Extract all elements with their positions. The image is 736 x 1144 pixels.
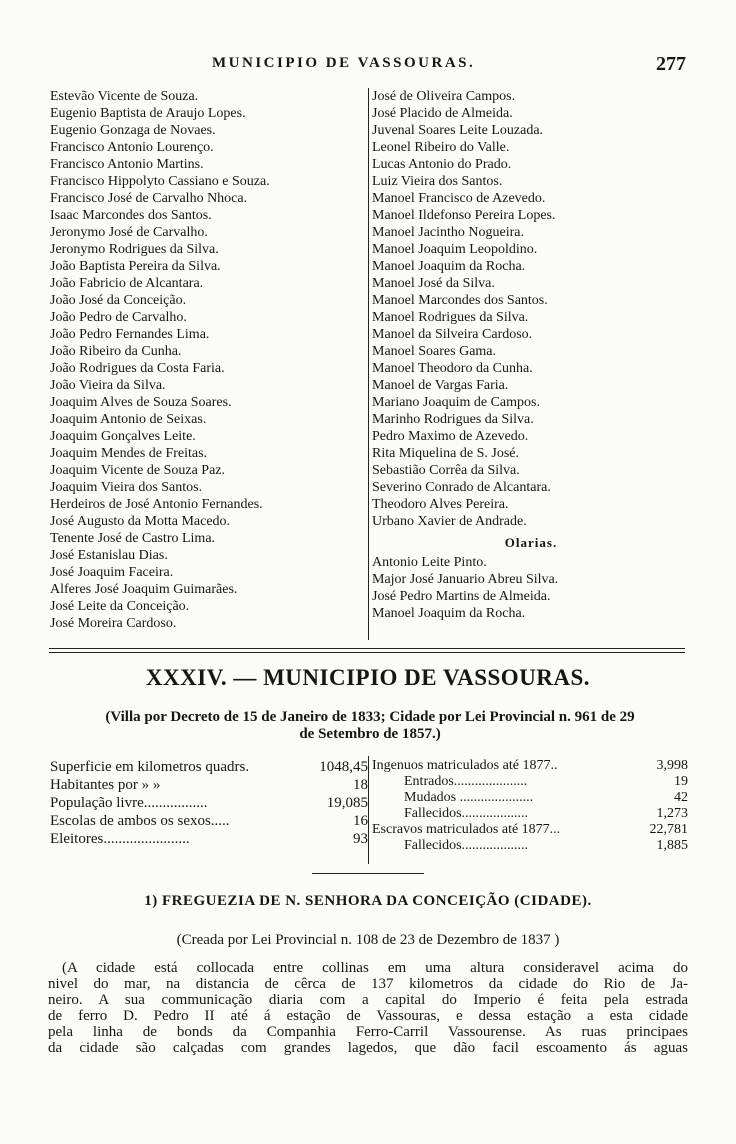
statistic-row (372, 806, 688, 822)
olaria-entry: José Pedro Martins de Almeida. (372, 589, 551, 604)
statistic-label: Escolas de ambos os sexos..... (50, 813, 230, 829)
statistic-label: Habitantes por » » (50, 777, 161, 793)
statistic-row (50, 794, 368, 812)
column-divider (368, 88, 369, 640)
statistic-label: Ingenuos matriculados até 1877.. (372, 758, 558, 773)
name-entry: Jeronymo Rodrigues da Silva. (50, 242, 219, 257)
names-right-group (372, 88, 690, 530)
name-entry: Manoel Soares Gama. (372, 344, 497, 359)
parish-subtitle: (Creada por Lei Provincial n. 108 de 23 de Dezembro de 1837 ) (176, 932, 560, 948)
paragraph-line: de ferro D. Pedro II até á estação de Vassouras, e dessa estação a esta cidade (48, 1008, 688, 1024)
statistics-right (372, 758, 688, 854)
parish-title: 1) FREGUEZIA DE N. SENHORA DA CONCEIÇÃO (CIDADE). (144, 893, 592, 909)
name-entry: Estevão Vicente de Souza. (50, 89, 199, 104)
name-entry: João Pedro Fernandes Lima. (50, 327, 210, 342)
name-entry: José Augusto da Motta Macedo. (50, 514, 231, 529)
name-entry: José de Oliveira Campos. (372, 89, 516, 104)
name-entry: Francisco José de Carvalho Nhoca. (50, 191, 248, 206)
name-entry: Tenente José de Castro Lima. (50, 531, 216, 546)
name-entry: Francisco Antonio Lourenço. (50, 140, 214, 155)
name-entry: Manoel Rodrigues da Silva. (372, 310, 529, 325)
short-divider (312, 873, 424, 874)
statistic-label: Mudados ..................... (404, 790, 534, 805)
parish-paragraph (48, 960, 688, 1056)
name-entry: Joaquim Mendes de Freitas. (50, 446, 208, 461)
statistic-row (372, 838, 688, 854)
paragraph-line: neiro. A sua communicação diaria com a capital do Imperio é feita pela estrada (48, 992, 688, 1008)
name-entry: Manoel Francisco de Azevedo. (372, 191, 546, 206)
name-entry: Joaquim Antonio de Seixas. (50, 412, 207, 427)
name-entry: Isaac Marcondes dos Santos. (50, 208, 212, 223)
statistics-left (50, 758, 368, 848)
statistic-row (50, 830, 368, 848)
name-entry: João Baptista Pereira da Silva. (50, 259, 221, 274)
name-entry: José Joaquim Faceira. (50, 565, 174, 580)
name-entry: Severino Conrado de Alcantara. (372, 480, 551, 495)
name-entry: Lucas Antonio do Prado. (372, 157, 512, 172)
section-subtitle-line: (Villa por Decreto de 15 de Janeiro de 1833; Cidade por Lei Provincial n. 961 de 29 (105, 709, 635, 725)
name-entry: Manoel José da Silva. (372, 276, 495, 291)
name-entry: Sebastião Corrêa da Silva. (372, 463, 520, 478)
statistic-value: 1,273 (656, 806, 688, 821)
statistic-label: Eleitores....................... (50, 831, 190, 847)
olarias-list (372, 554, 690, 622)
name-entry: Francisco Hippolyto Cassiano e Souza. (50, 174, 270, 189)
statistic-row (50, 776, 368, 794)
name-entry: Joaquim Vicente de Souza Paz. (50, 463, 226, 478)
name-entry: João Fabricio de Alcantara. (50, 276, 204, 291)
name-entry: Eugenio Baptista de Araujo Lopes. (50, 106, 246, 121)
statistic-label: Superficie em kilometros quadrs. (50, 759, 250, 775)
statistic-row (372, 790, 688, 806)
name-entry: Jeronymo José de Carvalho. (50, 225, 208, 240)
statistic-value: 1048,45 (319, 759, 368, 775)
statistics-divider (368, 756, 369, 864)
name-entry: Rita Miquelina de S. José. (372, 446, 519, 461)
name-entry: Alferes José Joaquim Guimarães. (50, 582, 238, 597)
section-subtitle (50, 709, 690, 743)
name-entry: Theodoro Alves Pereira. (372, 497, 509, 512)
names-list-right (372, 88, 690, 622)
statistic-label: Escravos matriculados até 1877... (372, 822, 561, 837)
name-entry: Luiz Vieira dos Santos. (372, 174, 503, 189)
name-entry: Francisco Antonio Martins. (50, 157, 204, 172)
name-entry: Manoel da Silveira Cardoso. (372, 327, 533, 342)
olaria-entry: Major José Januario Abreu Silva. (372, 572, 559, 587)
statistic-row (372, 822, 688, 838)
olaria-entry: Manoel Joaquim da Rocha. (372, 606, 526, 621)
running-header-title: MUNICIPIO DE VASSOURAS. (212, 55, 476, 71)
name-entry: Pedro Maximo de Azevedo. (372, 429, 529, 444)
name-entry: José Moreira Cardoso. (50, 616, 177, 631)
name-entry: Eugenio Gonzaga de Novaes. (50, 123, 216, 138)
name-entry: José Leite da Conceição. (50, 599, 190, 614)
statistic-label: Fallecidos................... (404, 838, 529, 853)
statistic-row (50, 758, 368, 776)
statistic-value: 19,085 (326, 795, 368, 811)
name-entry: Leonel Ribeiro do Valle. (372, 140, 510, 155)
name-entry: José Placido de Almeida. (372, 106, 513, 121)
name-entry: João José da Conceição. (50, 293, 187, 308)
name-entry: Manoel Jacintho Nogueira. (372, 225, 525, 240)
name-entry: João Ribeiro da Cunha. (50, 344, 182, 359)
statistic-value: 19 (674, 774, 688, 789)
statistic-label: Fallecidos................... (404, 806, 529, 821)
name-entry: Manoel Joaquim Leopoldino. (372, 242, 538, 257)
paragraph-line: pela linha de bonds da Companhia Ferro-Carril Vassourense. As ruas principaes (48, 1024, 688, 1040)
olarias-heading: Olarias. (504, 535, 558, 550)
statistic-value: 3,998 (656, 758, 688, 773)
statistic-label: População livre................. (50, 795, 208, 811)
paragraph-line: (A cidade está collocada entre collinas em uma altura consideravel acima do (62, 960, 688, 976)
statistic-row (50, 812, 368, 830)
name-entry: Manoel de Vargas Faria. (372, 378, 509, 393)
statistic-row (372, 758, 688, 774)
name-entry: Mariano Joaquim de Campos. (372, 395, 540, 410)
name-entry: Manoel Theodoro da Cunha. (372, 361, 533, 376)
name-entry: Manoel Marcondes dos Santos. (372, 293, 548, 308)
olaria-entry: Antonio Leite Pinto. (372, 555, 487, 570)
name-entry: Manoel Ildefonso Pereira Lopes. (372, 208, 556, 223)
name-entry: João Rodrigues da Costa Faria. (50, 361, 225, 376)
statistic-value: 22,781 (649, 822, 688, 837)
name-entry: José Estanislau Dias. (50, 548, 168, 563)
section-divider (49, 648, 685, 653)
statistic-value: 18 (353, 777, 368, 793)
paragraph-line: da cidade são calçadas com grandes lagedos, que dão facil escoamento ás aguas (48, 1040, 688, 1056)
statistic-row (372, 774, 688, 790)
name-entry: Urbano Xavier de Andrade. (372, 514, 527, 529)
name-entry: Juvenal Soares Leite Louzada. (372, 123, 544, 138)
names-list-left (50, 88, 365, 632)
paragraph-line: nivel do mar, na distancia de cêrca de 137 kilometros da cidade do Rio de Ja- (48, 976, 688, 992)
name-entry: Marinho Rodrigues da Silva. (372, 412, 534, 427)
section-subtitle-line: de Setembro de 1857.) (299, 726, 441, 742)
statistic-value: 1,885 (656, 838, 688, 853)
name-entry: Joaquim Vieira dos Santos. (50, 480, 203, 495)
name-entry: João Pedro de Carvalho. (50, 310, 187, 325)
name-entry: João Vieira da Silva. (50, 378, 166, 393)
page-number: 277 (656, 53, 686, 75)
statistic-value: 16 (353, 813, 368, 829)
statistic-label: Entrados..................... (404, 774, 528, 789)
name-entry: Herdeiros de José Antonio Fernandes. (50, 497, 263, 512)
section-title: XXXIV. — MUNICIPIO DE VASSOURAS. (145, 665, 591, 690)
name-entry: Joaquim Gonçalves Leite. (50, 429, 196, 444)
name-entry: Manoel Joaquim da Rocha. (372, 259, 526, 274)
statistic-value: 42 (674, 790, 688, 805)
statistic-value: 93 (353, 831, 368, 847)
name-entry: Joaquim Alves de Souza Soares. (50, 395, 232, 410)
